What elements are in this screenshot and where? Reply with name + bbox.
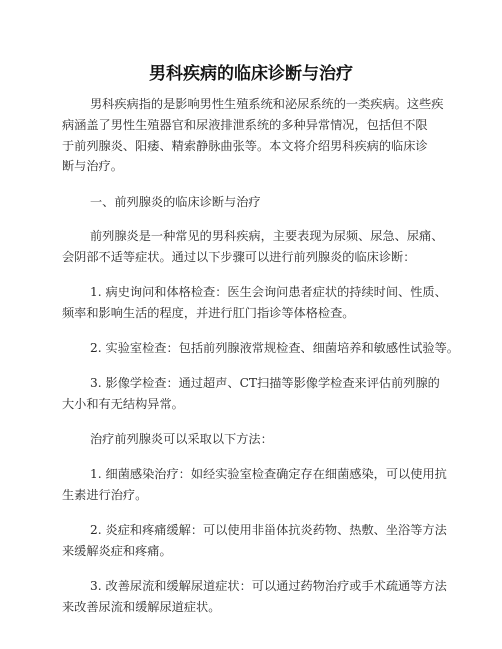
section-heading: 一、前列腺炎的临床诊断与治疗 — [90, 195, 261, 209]
paragraph-line: 前列腺炎是一种常见的男科疾病，主要表现为尿频、尿急、尿痛、 — [90, 229, 444, 243]
list-item-line: 1. 细菌感染治疗：如经实验室检查确定存在细菌感染，可以使用抗 — [90, 467, 447, 481]
list-item-line: 2. 实验室检查：包括前列腺液常规检查、细菌培养和敏感性试验等。 — [90, 341, 459, 355]
list-item-line: 来缓解炎症和疼痛。 — [62, 544, 172, 558]
list-item-line: 2. 炎症和疼痛缓解：可以使用非甾体抗炎药物、热敷、坐浴等方法 — [90, 523, 447, 537]
intro-line-2: 病涵盖了男性生殖器官和尿液排泄系统的多种异常情况，包括但不限 — [62, 118, 428, 132]
list-item-line: 频率和影响生活的程度，并进行肛门指诊等体格检查。 — [62, 306, 355, 320]
list-item-line: 大小和有无结构异常。 — [62, 397, 184, 411]
paragraph-line: 治疗前列腺炎可以采取以下方法： — [90, 432, 273, 446]
document-title: 男科疾病的临床诊断与治疗 — [149, 64, 353, 84]
intro-line-4: 断与治疗。 — [62, 159, 123, 173]
list-item-line: 3. 影像学检查：通过超声、CT扫描等影像学检查来评估前列腺的 — [90, 376, 440, 390]
list-item-line: 3. 改善尿流和缓解尿道症状：可以通过药物治疗或手术疏通等方法 — [90, 579, 447, 593]
list-item-line: 1. 病史询问和体格检查：医生会询问患者症状的持续时间、性质、 — [90, 285, 447, 299]
list-item-line: 生素进行治疗。 — [62, 488, 148, 502]
intro-line-1: 男科疾病指的是影响男性生殖系统和泌尿系统的一类疾病。这些疾 — [90, 97, 444, 111]
list-item-line: 来改善尿流和缓解尿道症状。 — [62, 600, 221, 614]
intro-line-3: 于前列腺炎、阳痿、精索静脉曲张等。本文将介绍男科疾病的临床诊 — [62, 139, 428, 153]
paragraph-line: 会阴部不适等症状。通过以下步骤可以进行前列腺炎的临床诊断： — [62, 250, 416, 264]
